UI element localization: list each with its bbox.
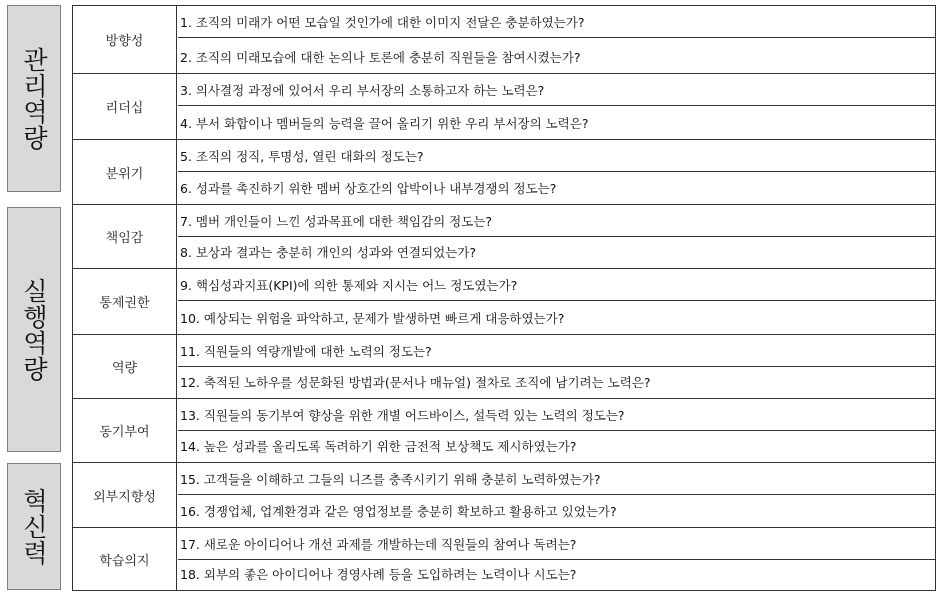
table-row-group <box>73 6 935 73</box>
question-text: 1. 조직의 미래가 어떤 모습일 것인가에 대한 이미지 전달은 충분하였는가? <box>178 6 935 38</box>
question-text: 13. 직원들의 동기부여 향상을 위한 개별 어드바이스, 설득력 있는 노력의 정도는? <box>178 399 935 431</box>
category-innovation <box>7 463 61 590</box>
subcategory-label: 동기부여 <box>73 399 177 462</box>
question-text: 17. 새로운 아이디어나 개선 과제를 개발하는데 직원들의 참여나 독려는? <box>178 528 935 560</box>
question-text: 14. 높은 성과를 올리도록 독려하기 위한 금전적 보상책도 제시하였는가? <box>180 439 577 454</box>
subcategory-label: 분위기 <box>73 140 177 204</box>
category-label: 관리역량 <box>19 46 49 151</box>
table-row-group <box>73 139 935 204</box>
subcategory-label: 역량 <box>73 335 177 398</box>
survey-table <box>72 5 936 591</box>
subcategory-label: 외부지향성 <box>73 463 177 527</box>
question-text: 3. 의사결정 과정에 있어서 우리 부서장의 소통하고자 하는 노력은? <box>178 74 935 106</box>
category-execution-capability <box>7 207 61 452</box>
table-row-group <box>73 73 935 139</box>
question-text: 9. 핵심성과지표(KPI)에 의한 통제와 지시는 어느 정도였는가? <box>178 269 935 301</box>
table-row-group <box>73 462 935 527</box>
category-label: 혁신력 <box>19 487 49 566</box>
table-row-group <box>73 398 935 462</box>
question-text: 5. 조직의 정직, 투명성, 열린 대화의 정도는? <box>178 140 935 172</box>
question-text: 4. 부서 화합이나 멤버들의 능력을 끌어 올리기 위한 우리 부서장의 노력은? <box>180 116 589 131</box>
table-row-group <box>73 268 935 334</box>
question-text: 15. 고객들을 이해하고 그들의 니즈를 충족시키기 위해 충분히 노력하였는가? <box>178 463 935 495</box>
subcategory-label: 통제권한 <box>73 269 177 334</box>
category-label: 실행역량 <box>19 277 49 382</box>
subcategory-label: 리더십 <box>73 74 177 139</box>
question-text: 12. 축적된 노하우를 성문화된 방법과(문서나 매뉴얼) 절차로 조직에 남기려는 노력은? <box>180 375 651 390</box>
category-management-capability <box>7 5 61 192</box>
question-text: 18. 외부의 좋은 아이디어나 경영사례 등을 도입하려는 노력이나 시도는? <box>180 567 577 582</box>
subcategory-label: 책임감 <box>73 205 177 268</box>
question-text: 16. 경쟁업체, 업계환경과 같은 영업정보를 충분히 확보하고 활용하고 있었는가? <box>180 504 617 519</box>
question-text: 2. 조직의 미래모습에 대한 논의나 토론에 충분히 직원들을 참여시켰는가? <box>180 50 581 65</box>
table-row-group <box>73 334 935 398</box>
question-text: 7. 멤버 개인들이 느낀 성과목표에 대한 책임감의 정도는? <box>178 205 935 237</box>
subcategory-label: 방향성 <box>73 6 177 73</box>
question-text: 6. 성과를 촉진하기 위한 멤버 상호간의 압박이나 내부경쟁의 정도는? <box>180 181 557 196</box>
subcategory-label: 학습의지 <box>73 528 177 590</box>
table-row-group <box>73 527 935 590</box>
question-text: 11. 직원들의 역량개발에 대한 노력의 정도는? <box>178 335 935 367</box>
table-row-group <box>73 204 935 268</box>
question-text: 10. 예상되는 위험을 파악하고, 문제가 발생하면 빠르게 대응하였는가? <box>180 311 565 326</box>
question-text: 8. 보상과 결과는 충분히 개인의 성과와 연결되었는가? <box>180 245 476 260</box>
